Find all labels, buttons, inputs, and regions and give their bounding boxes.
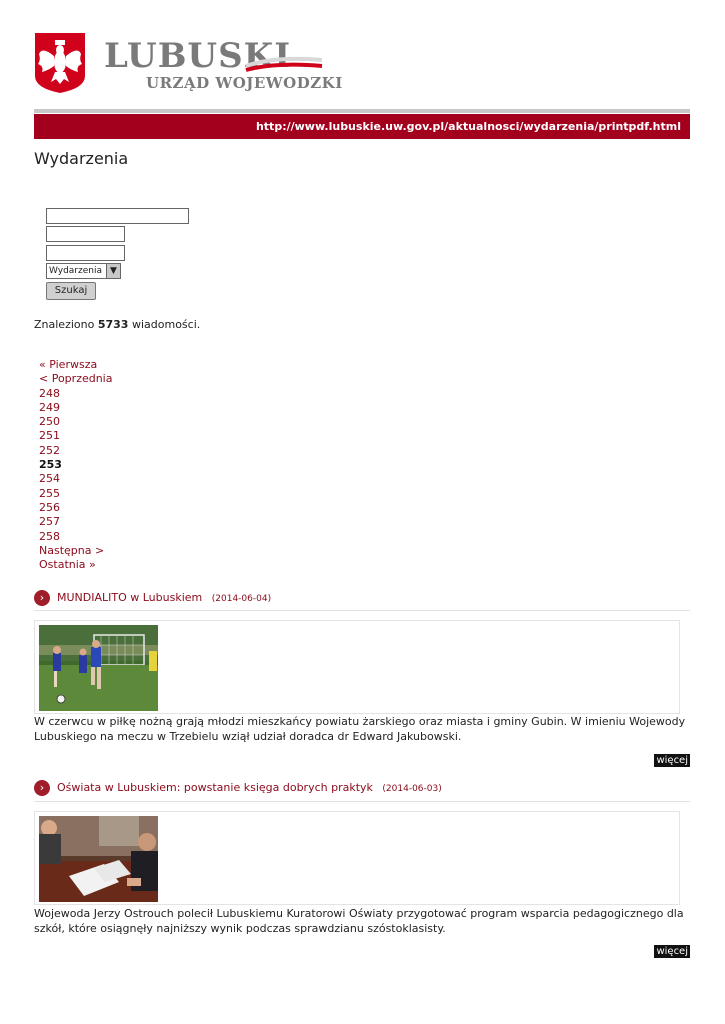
- page-link-249[interactable]: 249: [39, 400, 60, 414]
- category-select-value: Wydarzenia: [49, 266, 102, 276]
- site-header: [34, 32, 694, 100]
- news-summary: W czerwcu w piłkę nożną grają młodzi mieszkańcy powiatu żarskiego oraz miasta i gminy Gubin. W imieniu Wojewody Lubuskiego na meczu w Trzebielu wziął udział doradca dr Edward Jakubowski.: [34, 715, 686, 743]
- page-link-256[interactable]: 256: [39, 500, 60, 514]
- category-select[interactable]: [46, 263, 121, 279]
- results-count: Znaleziono 5733 wiadomości.: [34, 318, 201, 331]
- news-item-header: [34, 780, 690, 798]
- prev-page-link[interactable]: < Poprzednia: [39, 372, 113, 386]
- page-link-252[interactable]: 252: [39, 443, 60, 457]
- news-title-link[interactable]: MUNDIALITO w Lubuskiem: [57, 591, 203, 604]
- logo-subtitle: URZĄD WOJEWODZKI: [146, 74, 343, 92]
- last-page-link[interactable]: Ostatnia »: [39, 558, 96, 572]
- page-link-248[interactable]: 248: [39, 386, 60, 400]
- news-title-link[interactable]: Oświata w Lubuskiem: powstanie księga dobrych praktyk: [57, 781, 373, 794]
- divider: [34, 610, 690, 611]
- current-page: 253: [39, 458, 62, 472]
- divider: [34, 801, 690, 802]
- page-url[interactable]: http://www.lubuskie.uw.gov.pl/aktualnosci/wydarzenia/printpdf.html: [255, 120, 681, 133]
- next-page-link[interactable]: Następna >: [39, 543, 105, 557]
- eagle-emblem-icon: [34, 32, 86, 94]
- first-page-link[interactable]: « Pierwsza: [39, 358, 98, 371]
- signing-photo[interactable]: [39, 816, 158, 902]
- logo-title: LUBUSKI: [104, 36, 292, 76]
- news-date: (2014-06-03): [382, 784, 442, 794]
- flag-ribbon-icon: [244, 52, 324, 76]
- more-link[interactable]: więcej: [656, 755, 688, 766]
- page-link-254[interactable]: 254: [39, 472, 60, 486]
- more-link[interactable]: więcej: [656, 946, 688, 957]
- dropdown-arrow-icon[interactable]: ▼: [106, 264, 120, 278]
- pagination: [39, 358, 112, 572]
- page-link-250[interactable]: 250: [39, 415, 60, 429]
- news-item-header: [34, 590, 690, 608]
- page-link-258[interactable]: 258: [39, 529, 60, 543]
- results-number: 5733: [97, 318, 129, 331]
- date-from-input[interactable]: [46, 226, 125, 242]
- search-button[interactable]: Szukaj: [46, 282, 96, 300]
- news-summary: Wojewoda Jerzy Ostrouch polecił Lubuskiemu Kuratorowi Oświaty przygotować program wsparcia pedagogicznego dla szkół, które osiągnęły najniższy wynik podczas sprawdzianu szóstoklasisty.: [34, 907, 684, 935]
- chevron-right-icon: ›: [34, 780, 50, 796]
- header-divider: [34, 109, 690, 113]
- page-link-255[interactable]: 255: [39, 486, 60, 500]
- page-title: Wydarzenia: [34, 149, 129, 168]
- page-link-257[interactable]: 257: [39, 515, 60, 529]
- football-photo[interactable]: [39, 625, 158, 711]
- news-date: (2014-06-04): [211, 594, 272, 604]
- news-image-frame: [34, 620, 680, 714]
- page-link-251[interactable]: 251: [39, 429, 60, 443]
- date-to-input[interactable]: [46, 245, 125, 261]
- search-text-input[interactable]: [46, 208, 189, 224]
- news-image-frame: [34, 811, 680, 905]
- page-url-bar: [34, 114, 690, 139]
- chevron-right-icon: ›: [34, 590, 50, 606]
